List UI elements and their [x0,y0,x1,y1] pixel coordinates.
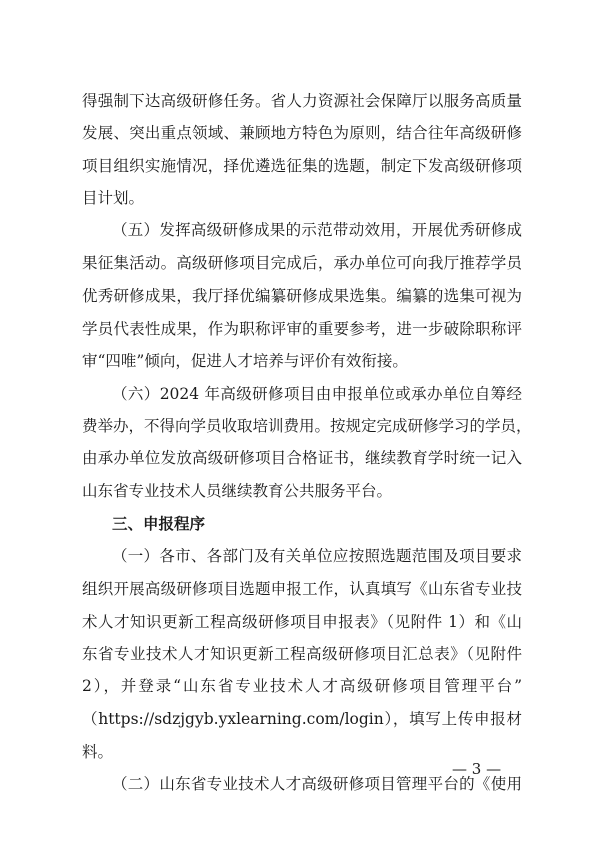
paragraph-line: 山东省专业技术人员继续教育公共服务平台。 [82,482,393,501]
section-heading: 三、申报程序 [112,515,206,534]
paragraph-line: 优秀研修成果，我厅择优编纂研修成果选集。编纂的选集可视为 [82,287,522,306]
paragraph-line: 组织开展高级研修项目选题申报工作，认真填写《山东省专业技 [82,579,522,598]
paragraph-line: 料。 [82,743,114,762]
paragraph-line: 得强制下达高级研修任务。省人力资源社会保障厅以服务高质量 [82,91,522,110]
paragraph-line: 2），并登录“山东省专业技术人才高级研修项目管理平台” [82,677,522,696]
paragraph-line: 由承办单位发放高级研修项目合格证书，继续教育学时统一记入 [82,449,522,468]
paragraph-line: 发展、突出重点领域、兼顾地方特色为原则，结合往年高级研修 [82,123,522,142]
paragraph-line: （一）各市、各部门及有关单位应按照选题范围及项目要求 [112,546,522,565]
paragraph-line: （五）发挥高级研修成果的示范带动效用，开展优秀研修成 [112,221,522,240]
page-number: — 3 — [452,760,502,778]
paragraph-line: 费举办，不得向学员收取培训费用。按规定完成研修学习的学员， [82,417,532,436]
paragraph-line: 东省专业技术人才知识更新工程高级研修项目汇总表》（见附件 [82,645,522,664]
paragraph-line: （二）山东省专业技术人才高级研修项目管理平台的《使用 [112,774,522,793]
url-line: （https://sdzjgyb.yxlearning.com/login），填写上传申报材 [82,710,522,729]
paragraph-line: 果征集活动。高级研修项目完成后，承办单位可向我厅推荐学员 [82,254,522,273]
paragraph-line: 项目组织实施情况，择优遴选征集的选题，制定下发高级研修项 [82,156,522,175]
paragraph-line: （六）2024 年高级研修项目由申报单位或承办单位自筹经 [112,384,522,403]
paragraph-line: 学员代表性成果，作为职称评审的重要参考，进一步破除职称评 [82,319,522,338]
paragraph-line: 目计划。 [82,189,145,208]
paragraph-line: 术人才知识更新工程高级研修项目申报表》（见附件 1）和《山 [82,612,522,631]
paragraph-line: 审“四唯”倾向，促进人才培养与评价有效衔接。 [82,351,408,370]
